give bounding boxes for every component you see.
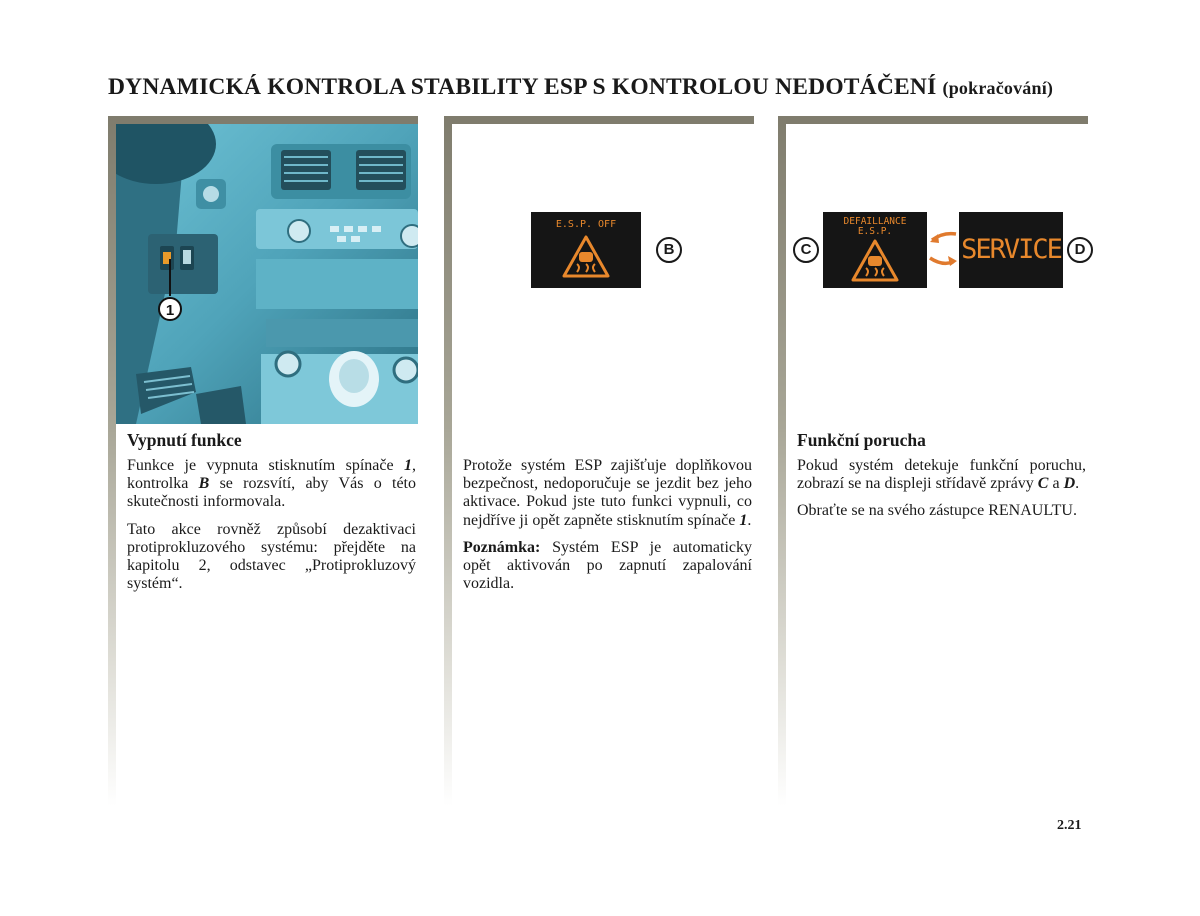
esp-off-display: [531, 212, 641, 288]
service-display: [959, 212, 1063, 288]
display-text: DEFAILLANCE: [843, 216, 907, 227]
paragraph: Funkce je vypnuta stisknutím spínače 1, kontrolka B se rozsvítí, aby Vás o této skutečnosti informovala.: [127, 457, 416, 511]
section-text: [797, 457, 1086, 530]
defaillance-display: [823, 212, 927, 288]
section-heading: Vypnutí funkce: [127, 430, 242, 450]
section-text: [463, 457, 752, 602]
paragraph: Obraťte se na svého zástupce RENAULTU.: [797, 502, 1077, 520]
dashboard-photo: [116, 124, 418, 424]
column-top-bar: [108, 116, 418, 124]
page-title: DYNAMICKÁ KONTROLA STABILITY ESP S KONTROLOU NEDOTÁČENÍ (pokračování): [108, 74, 1054, 100]
display-text: SERVICE: [961, 234, 1061, 265]
column-side-bar: [778, 116, 786, 806]
paragraph: Pokud systém detekuje funkční poruchu, zobrazí se na displeji střídavě zprávy C a D.: [797, 457, 1086, 493]
photo-marker-1: 1: [165, 302, 175, 319]
paragraph: Tato akce rovněž způsobí dezaktivaci protiprokluzového systému: přejděte na kapitolu 2, odstavec „Protiprokluzový systém“.: [127, 520, 416, 593]
skid-warning-icon: [850, 238, 900, 284]
display-text: E.S.P.: [857, 226, 893, 237]
label-c: C: [793, 237, 819, 263]
skid-warning-icon: [561, 234, 611, 280]
column-side-bar: [108, 116, 116, 806]
column-top-bar: [778, 116, 1088, 124]
page-title-suffix: (pokračování): [942, 78, 1054, 98]
column-top-bar: [444, 116, 754, 124]
paragraph: Protože systém ESP zajišťuje doplňkovou bezpečnost, nedoporučuje se jezdit bez jeho aktivace. Pokud jste tuto funkci vypnuli, co nejdříve ji opět zapněte stisknutím spínače 1.: [463, 457, 752, 529]
note-paragraph: Poznámka: Systém ESP je automaticky opět aktivován po zapnutí zapalování vozidla.: [463, 538, 752, 593]
label-d: D: [1067, 237, 1093, 263]
section-text: [127, 457, 416, 602]
label-b: B: [656, 237, 682, 263]
page-number: 2.21: [1057, 818, 1082, 833]
section-heading: Funkční porucha: [797, 430, 926, 450]
display-text: E.S.P. OFF: [555, 219, 617, 230]
column-side-bar: [444, 116, 452, 806]
alternate-arrows-icon: [928, 226, 958, 272]
